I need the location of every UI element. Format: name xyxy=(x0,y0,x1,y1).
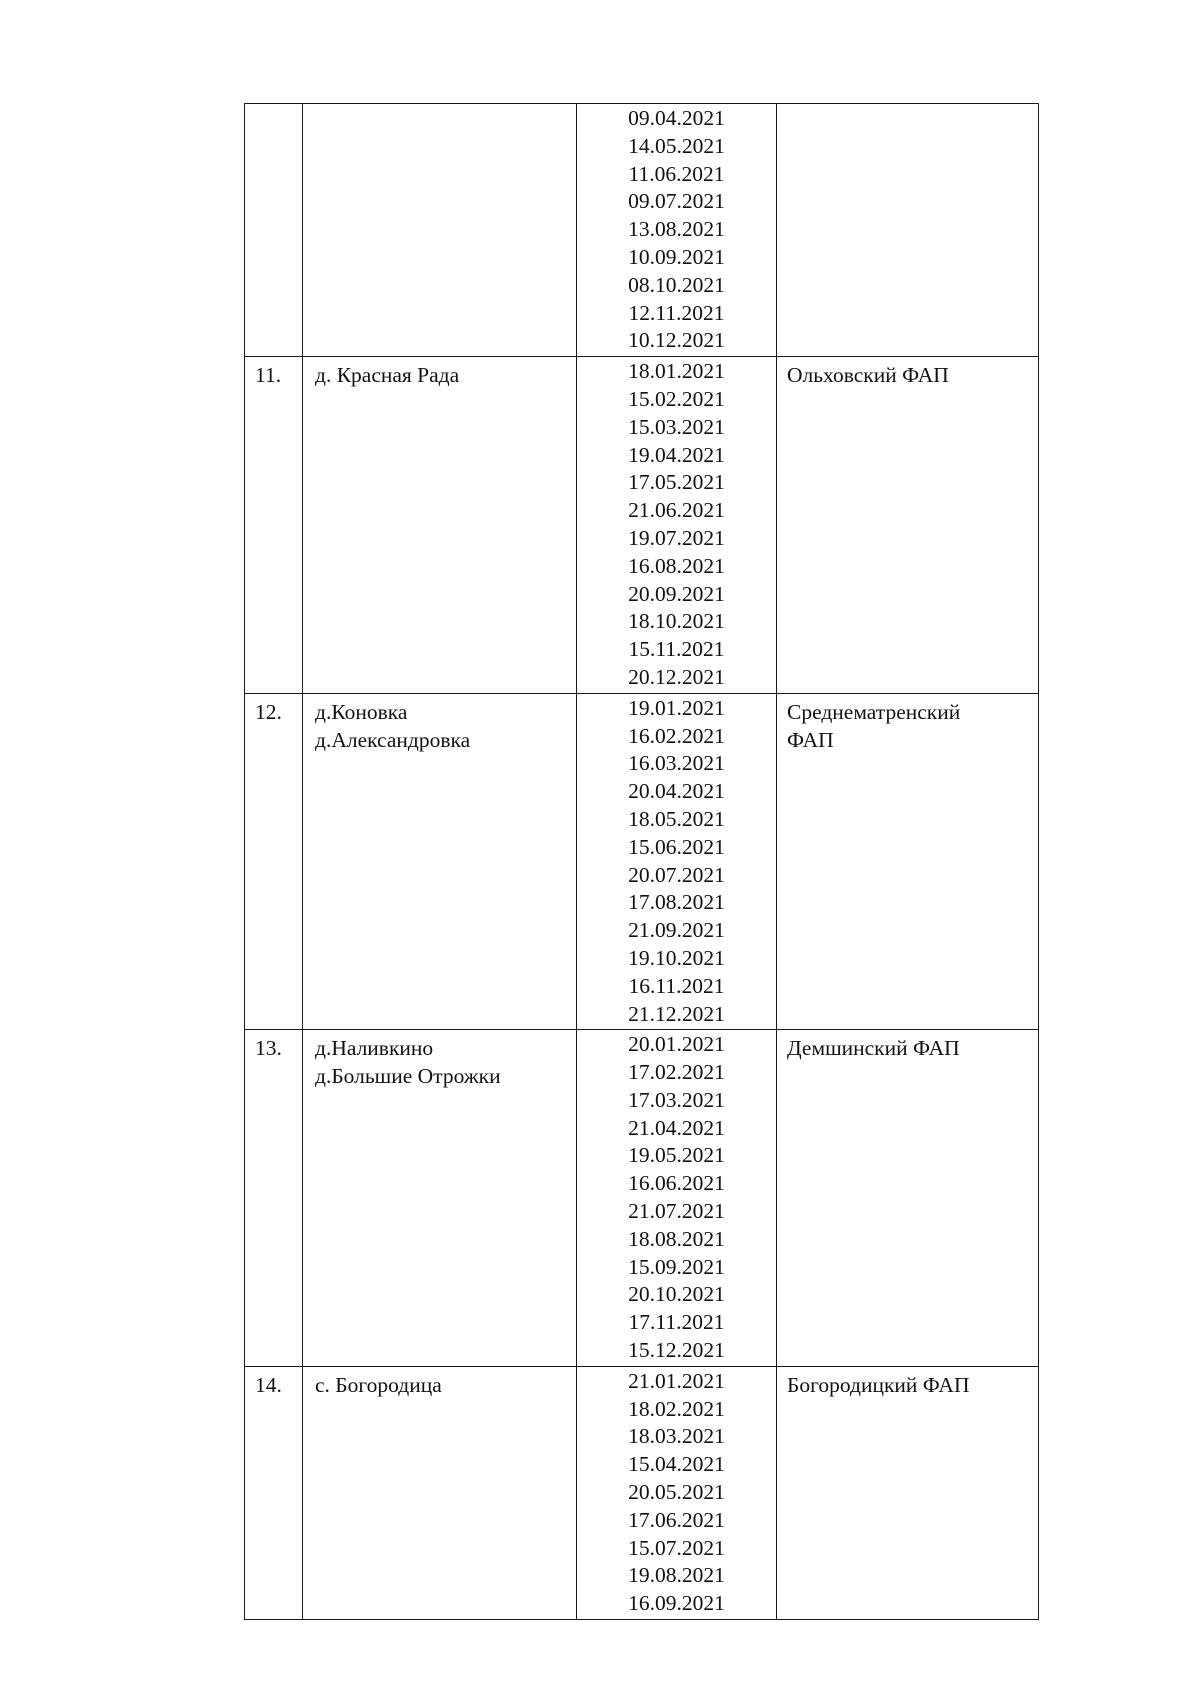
table-row xyxy=(245,104,1039,357)
visit-date: 21.09.2021 xyxy=(628,918,725,943)
fap-name: Демшинский ФАП xyxy=(787,1036,960,1061)
dates-cell xyxy=(577,357,777,694)
fap-cell xyxy=(777,1366,1039,1619)
visit-date: 17.05.2021 xyxy=(628,470,725,495)
settlement-cell xyxy=(303,1366,577,1619)
row-number: 14. xyxy=(255,1372,282,1397)
visit-date: 17.03.2021 xyxy=(628,1087,725,1112)
visit-date: 15.07.2021 xyxy=(628,1535,725,1560)
row-number-cell xyxy=(245,1030,303,1367)
visit-date: 10.09.2021 xyxy=(628,244,725,269)
fap-name: Среднематренский xyxy=(787,699,961,724)
fap-cell xyxy=(777,357,1039,694)
table-body xyxy=(245,104,1039,1620)
visit-date: 21.04.2021 xyxy=(628,1115,725,1140)
visit-date: 16.09.2021 xyxy=(628,1591,725,1616)
visit-date: 16.02.2021 xyxy=(628,723,725,748)
row-number-cell xyxy=(245,1366,303,1619)
visit-date: 17.06.2021 xyxy=(628,1507,725,1532)
row-number: 11. xyxy=(255,363,282,388)
fap-cell xyxy=(777,693,1039,1030)
settlement-name: д.Наливкино xyxy=(315,1036,434,1061)
settlement-name: д.Большие Отрожки xyxy=(315,1064,501,1089)
visit-date: 15.06.2021 xyxy=(628,834,725,859)
visit-date: 19.04.2021 xyxy=(628,442,725,467)
visit-date: 15.11.2021 xyxy=(628,637,725,662)
visit-date: 08.10.2021 xyxy=(628,272,725,297)
fap-cell xyxy=(777,1030,1039,1367)
visit-date: 20.04.2021 xyxy=(628,779,725,804)
visit-date: 20.01.2021 xyxy=(628,1032,725,1057)
row-number: 13. xyxy=(255,1036,282,1061)
dates-cell xyxy=(577,1366,777,1619)
visit-date: 13.08.2021 xyxy=(628,217,725,242)
settlement-cell xyxy=(303,104,577,357)
visit-date: 21.12.2021 xyxy=(628,1001,725,1026)
visit-date: 09.07.2021 xyxy=(628,189,725,214)
settlement-cell xyxy=(303,693,577,1030)
visit-date: 12.11.2021 xyxy=(628,300,725,325)
visit-date: 15.02.2021 xyxy=(628,386,725,411)
row-number-cell xyxy=(245,357,303,694)
visit-date: 20.07.2021 xyxy=(628,862,725,887)
visit-date: 16.03.2021 xyxy=(628,751,725,776)
fap-cell xyxy=(777,104,1039,357)
table-row xyxy=(245,1366,1039,1619)
fap-name: Богородицкий ФАП xyxy=(787,1372,970,1397)
visit-date: 19.07.2021 xyxy=(628,525,725,550)
visit-date: 17.02.2021 xyxy=(628,1060,725,1085)
visit-date: 18.02.2021 xyxy=(628,1396,725,1421)
visit-date: 15.03.2021 xyxy=(628,414,725,439)
visit-date: 18.08.2021 xyxy=(628,1226,725,1251)
row-number: 12. xyxy=(255,699,282,724)
visit-date: 20.05.2021 xyxy=(628,1480,725,1505)
visit-date: 20.10.2021 xyxy=(628,1282,725,1307)
dates-cell xyxy=(577,104,777,357)
row-number-cell xyxy=(245,104,303,357)
settlement-name: д. Красная Рада xyxy=(315,363,460,388)
settlement-cell xyxy=(303,357,577,694)
settlement-name: д.Александровка xyxy=(315,727,471,752)
visit-date: 20.12.2021 xyxy=(628,664,725,689)
visit-date: 16.11.2021 xyxy=(628,973,725,998)
visit-date: 19.10.2021 xyxy=(628,945,725,970)
visit-date: 15.09.2021 xyxy=(628,1254,725,1279)
visit-date: 16.06.2021 xyxy=(628,1171,725,1196)
dates-cell xyxy=(577,1030,777,1367)
dates-cell xyxy=(577,693,777,1030)
visit-date: 21.01.2021 xyxy=(628,1368,725,1393)
fap-name: Ольховский ФАП xyxy=(787,363,949,388)
visit-date: 18.05.2021 xyxy=(628,806,725,831)
fap-name: ФАП xyxy=(787,727,834,752)
visit-date: 19.05.2021 xyxy=(628,1143,725,1168)
visit-date: 15.04.2021 xyxy=(628,1452,725,1477)
visit-date: 20.09.2021 xyxy=(628,581,725,606)
visit-date: 19.01.2021 xyxy=(628,695,725,720)
schedule-table xyxy=(244,103,1039,1620)
visit-date: 17.11.2021 xyxy=(628,1310,725,1335)
visit-date: 11.06.2021 xyxy=(628,161,725,186)
settlement-name: д.Коновка xyxy=(315,699,408,724)
visit-date: 10.12.2021 xyxy=(628,328,725,353)
visit-date: 09.04.2021 xyxy=(628,106,725,130)
visit-date: 15.12.2021 xyxy=(628,1338,725,1363)
visit-date: 21.07.2021 xyxy=(628,1199,725,1224)
visit-date: 21.06.2021 xyxy=(628,498,725,523)
visit-date: 19.08.2021 xyxy=(628,1563,725,1588)
visit-date: 16.08.2021 xyxy=(628,553,725,578)
settlement-name: с. Богородица xyxy=(315,1372,442,1397)
visit-date: 17.08.2021 xyxy=(628,890,725,915)
row-number-cell xyxy=(245,693,303,1030)
visit-date: 18.01.2021 xyxy=(628,359,725,384)
visit-date: 14.05.2021 xyxy=(628,133,725,158)
settlement-cell xyxy=(303,1030,577,1367)
table-row xyxy=(245,357,1039,694)
table-row xyxy=(245,1030,1039,1367)
visit-date: 18.10.2021 xyxy=(628,609,725,634)
visit-date: 18.03.2021 xyxy=(628,1424,725,1449)
table-row xyxy=(245,693,1039,1030)
